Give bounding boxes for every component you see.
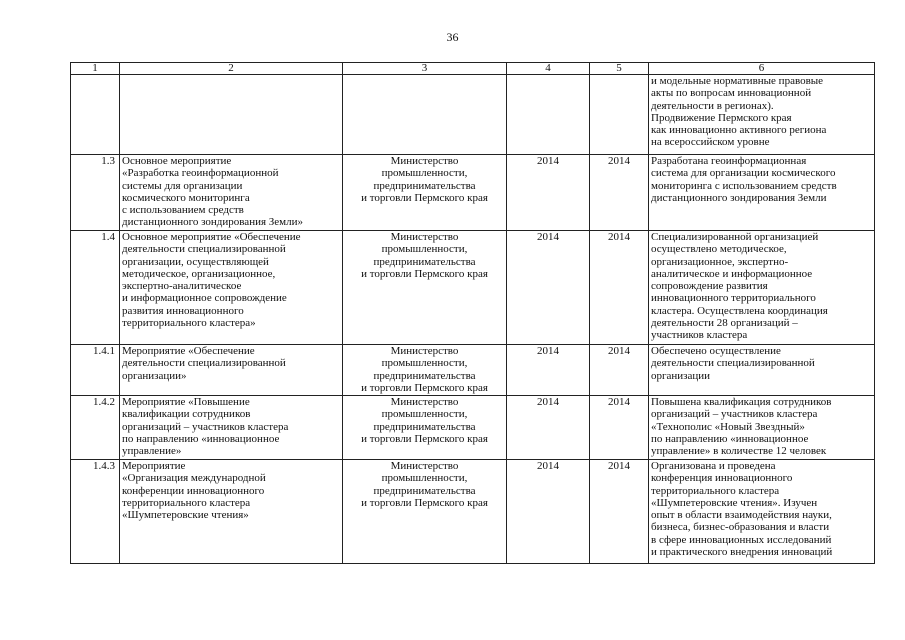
row-number: 1.3 [71, 155, 120, 231]
result-text: Специализированной организацией осуществлено методическое, организационное, экспертно- аналитическое и информационное сопровождение развития инновационного территориального кластера. Осуществлена координация деятельности 28 организаций – участников кластера [649, 231, 875, 345]
table-row [71, 75, 875, 155]
row-number [71, 75, 120, 155]
end-year: 2014 [590, 155, 649, 231]
program-table [70, 62, 875, 564]
row-number: 1.4 [71, 231, 120, 345]
start-year: 2014 [507, 231, 590, 345]
activity-name: Мероприятие «Повышение квалификации сотрудников организаций – участников кластера по направлению «инновационное управление» [120, 396, 343, 460]
activity-name: Основное мероприятие «Обеспечение деятельности специализированной организации, осуществляющей методическое, организационное, экспертно-аналитическое и информационное сопровождение развития инновационного территориального кластера» [120, 231, 343, 345]
row-number: 1.4.2 [71, 396, 120, 460]
start-year [507, 75, 590, 155]
row-number: 1.4.1 [71, 345, 120, 396]
header-col-4: 4 [507, 63, 590, 75]
table-row [71, 345, 875, 396]
result-text: и модельные нормативные правовые акты по вопросам инновационной деятельности в регионах). Продвижение Пермского края как инновационно активного региона на всероссийском уровне [649, 75, 875, 155]
result-text: Организована и проведена конференция инновационного территориального кластера «Шумпетеровские чтения». Изучен опыт в области взаимодействия науки, бизнеса, бизнес-образования и власти в сфере инновационных исследований и практического внедрения инноваций [649, 460, 875, 564]
result-text: Повышена квалификация сотрудников организаций – участников кластера «Технополис «Новый Звездный» по направлению «инновационное управление» в количестве 12 человек [649, 396, 875, 460]
header-col-2: 2 [120, 63, 343, 75]
responsible-org: Министерство промышленности, предпринимательства и торговли Пермского края [343, 396, 507, 460]
header-col-1: 1 [71, 63, 120, 75]
responsible-org: Министерство промышленности, предпринимательства и торговли Пермского края [343, 345, 507, 396]
result-text: Обеспечено осуществление деятельности специализированной организации [649, 345, 875, 396]
result-text: Разработана геоинформационная система для организации космического мониторинга с использованием средств дистанционного зондирования Земли [649, 155, 875, 231]
row-number: 1.4.3 [71, 460, 120, 564]
end-year [590, 75, 649, 155]
end-year: 2014 [590, 345, 649, 396]
header-col-5: 5 [590, 63, 649, 75]
start-year: 2014 [507, 460, 590, 564]
table-row [71, 155, 875, 231]
activity-name: Мероприятие «Обеспечение деятельности специализированной организации» [120, 345, 343, 396]
end-year: 2014 [590, 231, 649, 345]
end-year: 2014 [590, 460, 649, 564]
header-row [71, 63, 875, 75]
page-number: 36 [446, 30, 459, 44]
table-row [71, 231, 875, 345]
end-year: 2014 [590, 396, 649, 460]
responsible-org: Министерство промышленности, предпринимательства и торговли Пермского края [343, 155, 507, 231]
start-year: 2014 [507, 345, 590, 396]
responsible-org [343, 75, 507, 155]
activity-name: Основное мероприятие «Разработка геоинформационной системы для организации космического мониторинга с использованием средств дистанционного зондирования Земли» [120, 155, 343, 231]
table-row [71, 460, 875, 564]
responsible-org: Министерство промышленности, предпринимательства и торговли Пермского края [343, 460, 507, 564]
header-col-6: 6 [649, 63, 875, 75]
activity-name: Мероприятие «Организация международной конференции инновационного территориального кластера «Шумпетеровские чтения» [120, 460, 343, 564]
header-col-3: 3 [343, 63, 507, 75]
start-year: 2014 [507, 396, 590, 460]
table-row [71, 396, 875, 460]
activity-name [120, 75, 343, 155]
responsible-org: Министерство промышленности, предпринимательства и торговли Пермского края [343, 231, 507, 345]
start-year: 2014 [507, 155, 590, 231]
